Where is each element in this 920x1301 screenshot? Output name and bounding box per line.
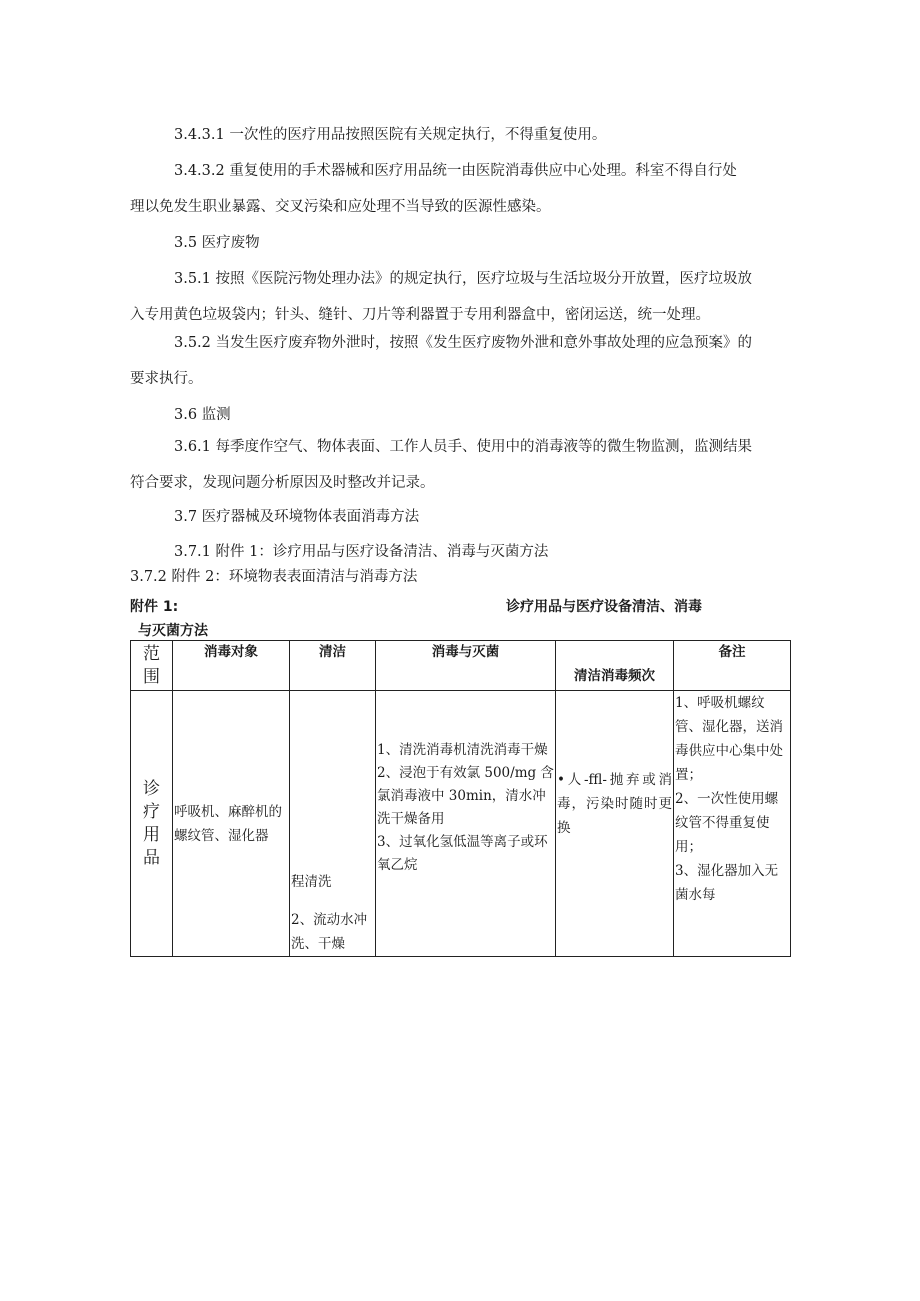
heading-3-7: 3.7 医疗器械及环境物体表面消毒方法 xyxy=(174,509,420,525)
cleaning-step-1: 程清洗 xyxy=(291,874,332,890)
cell-scope: 诊 疗 用 品 xyxy=(131,691,173,957)
cell-remarks: 1、呼吸机螺纹管、湿化器，送消毒供应中心集中处置； 2、一次性使用螺纹管不得重复使用； 3、湿化器加入无菌水每 xyxy=(674,691,791,957)
disinfection-methods-table xyxy=(130,640,791,957)
paragraph-3-7-1: 3.7.1 附件 1：诊疗用品与医疗设备清洁、消毒与灭菌方法 xyxy=(174,544,549,560)
cleaning-step-2: 2、流动水冲洗、干燥 xyxy=(291,912,368,952)
paragraph-3-4-3-2: 3.4.3.2 重复使用的手术器械和医疗用品统一由医院消毒供应中心处理。科室不得自行处 理以免发生职业暴露、交叉污染和应处理不当导致的医源性感染。 xyxy=(130,163,737,215)
table-header-row xyxy=(131,641,791,691)
heading-3-5: 3.5 医疗废物 xyxy=(174,235,260,251)
cell-cleaning xyxy=(290,691,376,957)
header-frequency: 清洁消毒频次 xyxy=(556,641,674,691)
cell-frequency: •人-ffl-抛弃或消毒，污染时随时更换 xyxy=(556,691,674,957)
heading-3-6: 3.6 监测 xyxy=(174,407,231,423)
attachment-title: 诊疗用品与医疗设备清洁、消毒 xyxy=(506,599,702,615)
cell-disinfection: 1、清洗消毒机清洗消毒干燥 2、浸泡于有效氯 500/mg 含氯消毒液中 30min，清水冲洗干燥备用 3、过氧化氢低温等离子或环氧乙烷 xyxy=(376,691,556,957)
header-disinfection: 消毒与灭菌 xyxy=(376,641,556,691)
header-object: 消毒对象 xyxy=(173,641,290,691)
table-row xyxy=(131,691,791,957)
paragraph-3-6-1: 3.6.1 每季度作空气、物体表面、工作人员手、使用中的消毒液等的微生物监测，监测结果 符合要求，发现问题分析原因及时整改并记录。 xyxy=(130,439,752,491)
cleaning-spacer xyxy=(291,894,374,908)
paragraph-3-5-2: 3.5.2 当发生医疗废弃物外泄时，按照《发生医疗废物外泄和意外事故处理的应急预案》的 要求执行。 xyxy=(130,335,752,387)
attachment-title-continued: 与灭菌方法 xyxy=(138,623,208,639)
paragraph-3-7-2: 3.7.2 附件 2：环境物表表面清洁与消毒方法 xyxy=(130,569,418,585)
cell-object: 呼吸机、麻醉机的螺纹管、湿化器 xyxy=(173,691,290,957)
paragraph-3-5-1: 3.5.1 按照《医院污物处理办法》的规定执行，医疗垃圾与生活垃圾分开放置，医疗垃圾放 入专用黄色垃圾袋内；针头、缝针、刀片等利器置于专用利器盒中，密闭运送，统一处理。 xyxy=(130,271,752,323)
attachment-label: 附件 1: xyxy=(130,599,179,615)
header-cleaning: 清洁 xyxy=(290,641,376,691)
header-remarks: 备注 xyxy=(674,641,791,691)
paragraph-3-4-3-1: 3.4.3.1 一次性的医疗用品按照医院有关规定执行，不得重复使用。 xyxy=(174,127,607,143)
header-scope: 范 围 xyxy=(131,641,173,691)
